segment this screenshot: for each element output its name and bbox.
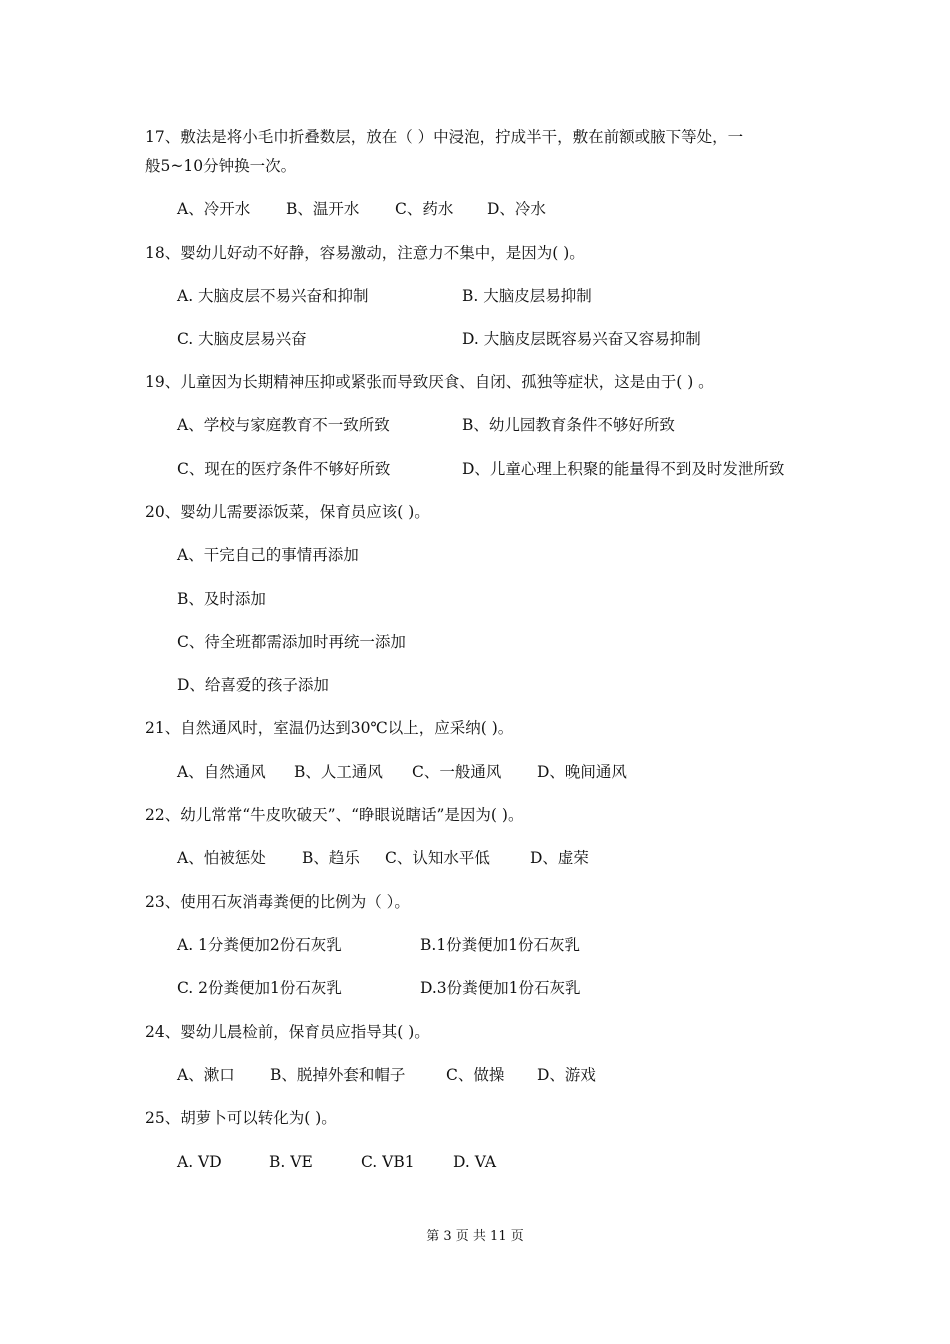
question-22-option-d: D、虚荣: [530, 849, 589, 867]
question-24-option-c: C、做操: [446, 1066, 505, 1084]
question-23-stem: 23、使用石灰消毒粪便的比例为（ ）。: [145, 893, 410, 911]
question-22-option-c: C、认知水平低: [385, 849, 490, 867]
question-17-option-a: A、冷开水: [177, 200, 251, 218]
question-25-stem: 25、胡萝卜可以转化为( )。: [145, 1109, 337, 1127]
question-18-option-a: A. 大脑皮层不易兴奋和抑制: [177, 287, 369, 305]
question-21-option-d: D、晚间通风: [537, 763, 627, 781]
question-24-option-a: A、漱口: [177, 1066, 235, 1084]
question-20-option-a: A、干完自己的事情再添加: [177, 546, 359, 564]
question-18-stem: 18、婴幼儿好动不好静，容易激动，注意力不集中，是因为( )。: [145, 244, 585, 262]
question-17-option-d: D、冷水: [487, 200, 546, 218]
question-17-option-b: B、温开水: [286, 200, 360, 218]
question-18-option-d: D. 大脑皮层既容易兴奋又容易抑制: [462, 330, 701, 348]
question-20-option-d: D、给喜爱的孩子添加: [177, 676, 329, 694]
question-18-option-c: C. 大脑皮层易兴奋: [177, 330, 307, 348]
question-19-stem: 19、儿童因为长期精神压抑或紧张而导致厌食、自闭、孤独等症状，这是由于( ) 。: [145, 373, 714, 391]
question-25-option-c: C. VB1: [361, 1153, 415, 1171]
question-22-option-a: A、怕被惩处: [177, 849, 266, 867]
question-24-option-b: B、脱掉外套和帽子: [270, 1066, 406, 1084]
question-21-option-a: A、自然通风: [177, 763, 266, 781]
question-24-stem: 24、婴幼儿晨检前，保育员应指导其( )。: [145, 1023, 430, 1041]
question-23-option-a: A. 1分粪便加2份石灰乳: [177, 936, 342, 954]
question-25-option-b: B. VE: [269, 1153, 313, 1171]
question-19-option-c: C、现在的医疗条件不够好所致: [177, 460, 391, 478]
question-19-option-a: A、学校与家庭教育不一致所致: [177, 416, 390, 434]
question-25-option-d: D. VA: [453, 1153, 497, 1171]
question-21-option-b: B、人工通风: [294, 763, 383, 781]
question-22-option-b: B、趋乐: [302, 849, 360, 867]
question-19-option-d: D、儿童心理上积聚的能量得不到及时发泄所致: [462, 460, 785, 478]
question-23-option-b: B.1份粪便加1份石灰乳: [420, 936, 581, 954]
question-19-option-b: B、幼儿园教育条件不够好所致: [462, 416, 675, 434]
question-20-stem: 20、婴幼儿需要添饭菜，保育员应该( )。: [145, 503, 430, 521]
page-number-footer: 第 3 页 共 11 页: [426, 1229, 524, 1244]
question-20-option-b: B、及时添加: [177, 590, 266, 608]
question-21-stem: 21、自然通风时，室温仍达到30℃以上，应采纳( )。: [145, 719, 514, 737]
question-20-option-c: C、待全班都需添加时再统一添加: [177, 633, 406, 651]
question-25-option-a: A. VD: [177, 1153, 222, 1171]
question-22-stem: 22、幼儿常常“牛皮吹破天”、“睁眼说瞎话”是因为( )。: [145, 806, 524, 824]
question-17-option-c: C、药水: [395, 200, 454, 218]
question-17-stem-line1: 17、敷法是将小毛巾折叠数层，放在（ ）中浸泡，拧成半干，敷在前额或腋下等处，一: [145, 128, 744, 146]
question-17-stem-line2: 般5~10分钟换一次。: [145, 157, 297, 175]
question-24-option-d: D、游戏: [537, 1066, 596, 1084]
question-21-option-c: C、一般通风: [412, 763, 502, 781]
question-18-option-b: B. 大脑皮层易抑制: [462, 287, 592, 305]
question-23-option-c: C. 2份粪便加1份石灰乳: [177, 979, 342, 997]
question-23-option-d: D.3份粪便加1份石灰乳: [420, 979, 581, 997]
